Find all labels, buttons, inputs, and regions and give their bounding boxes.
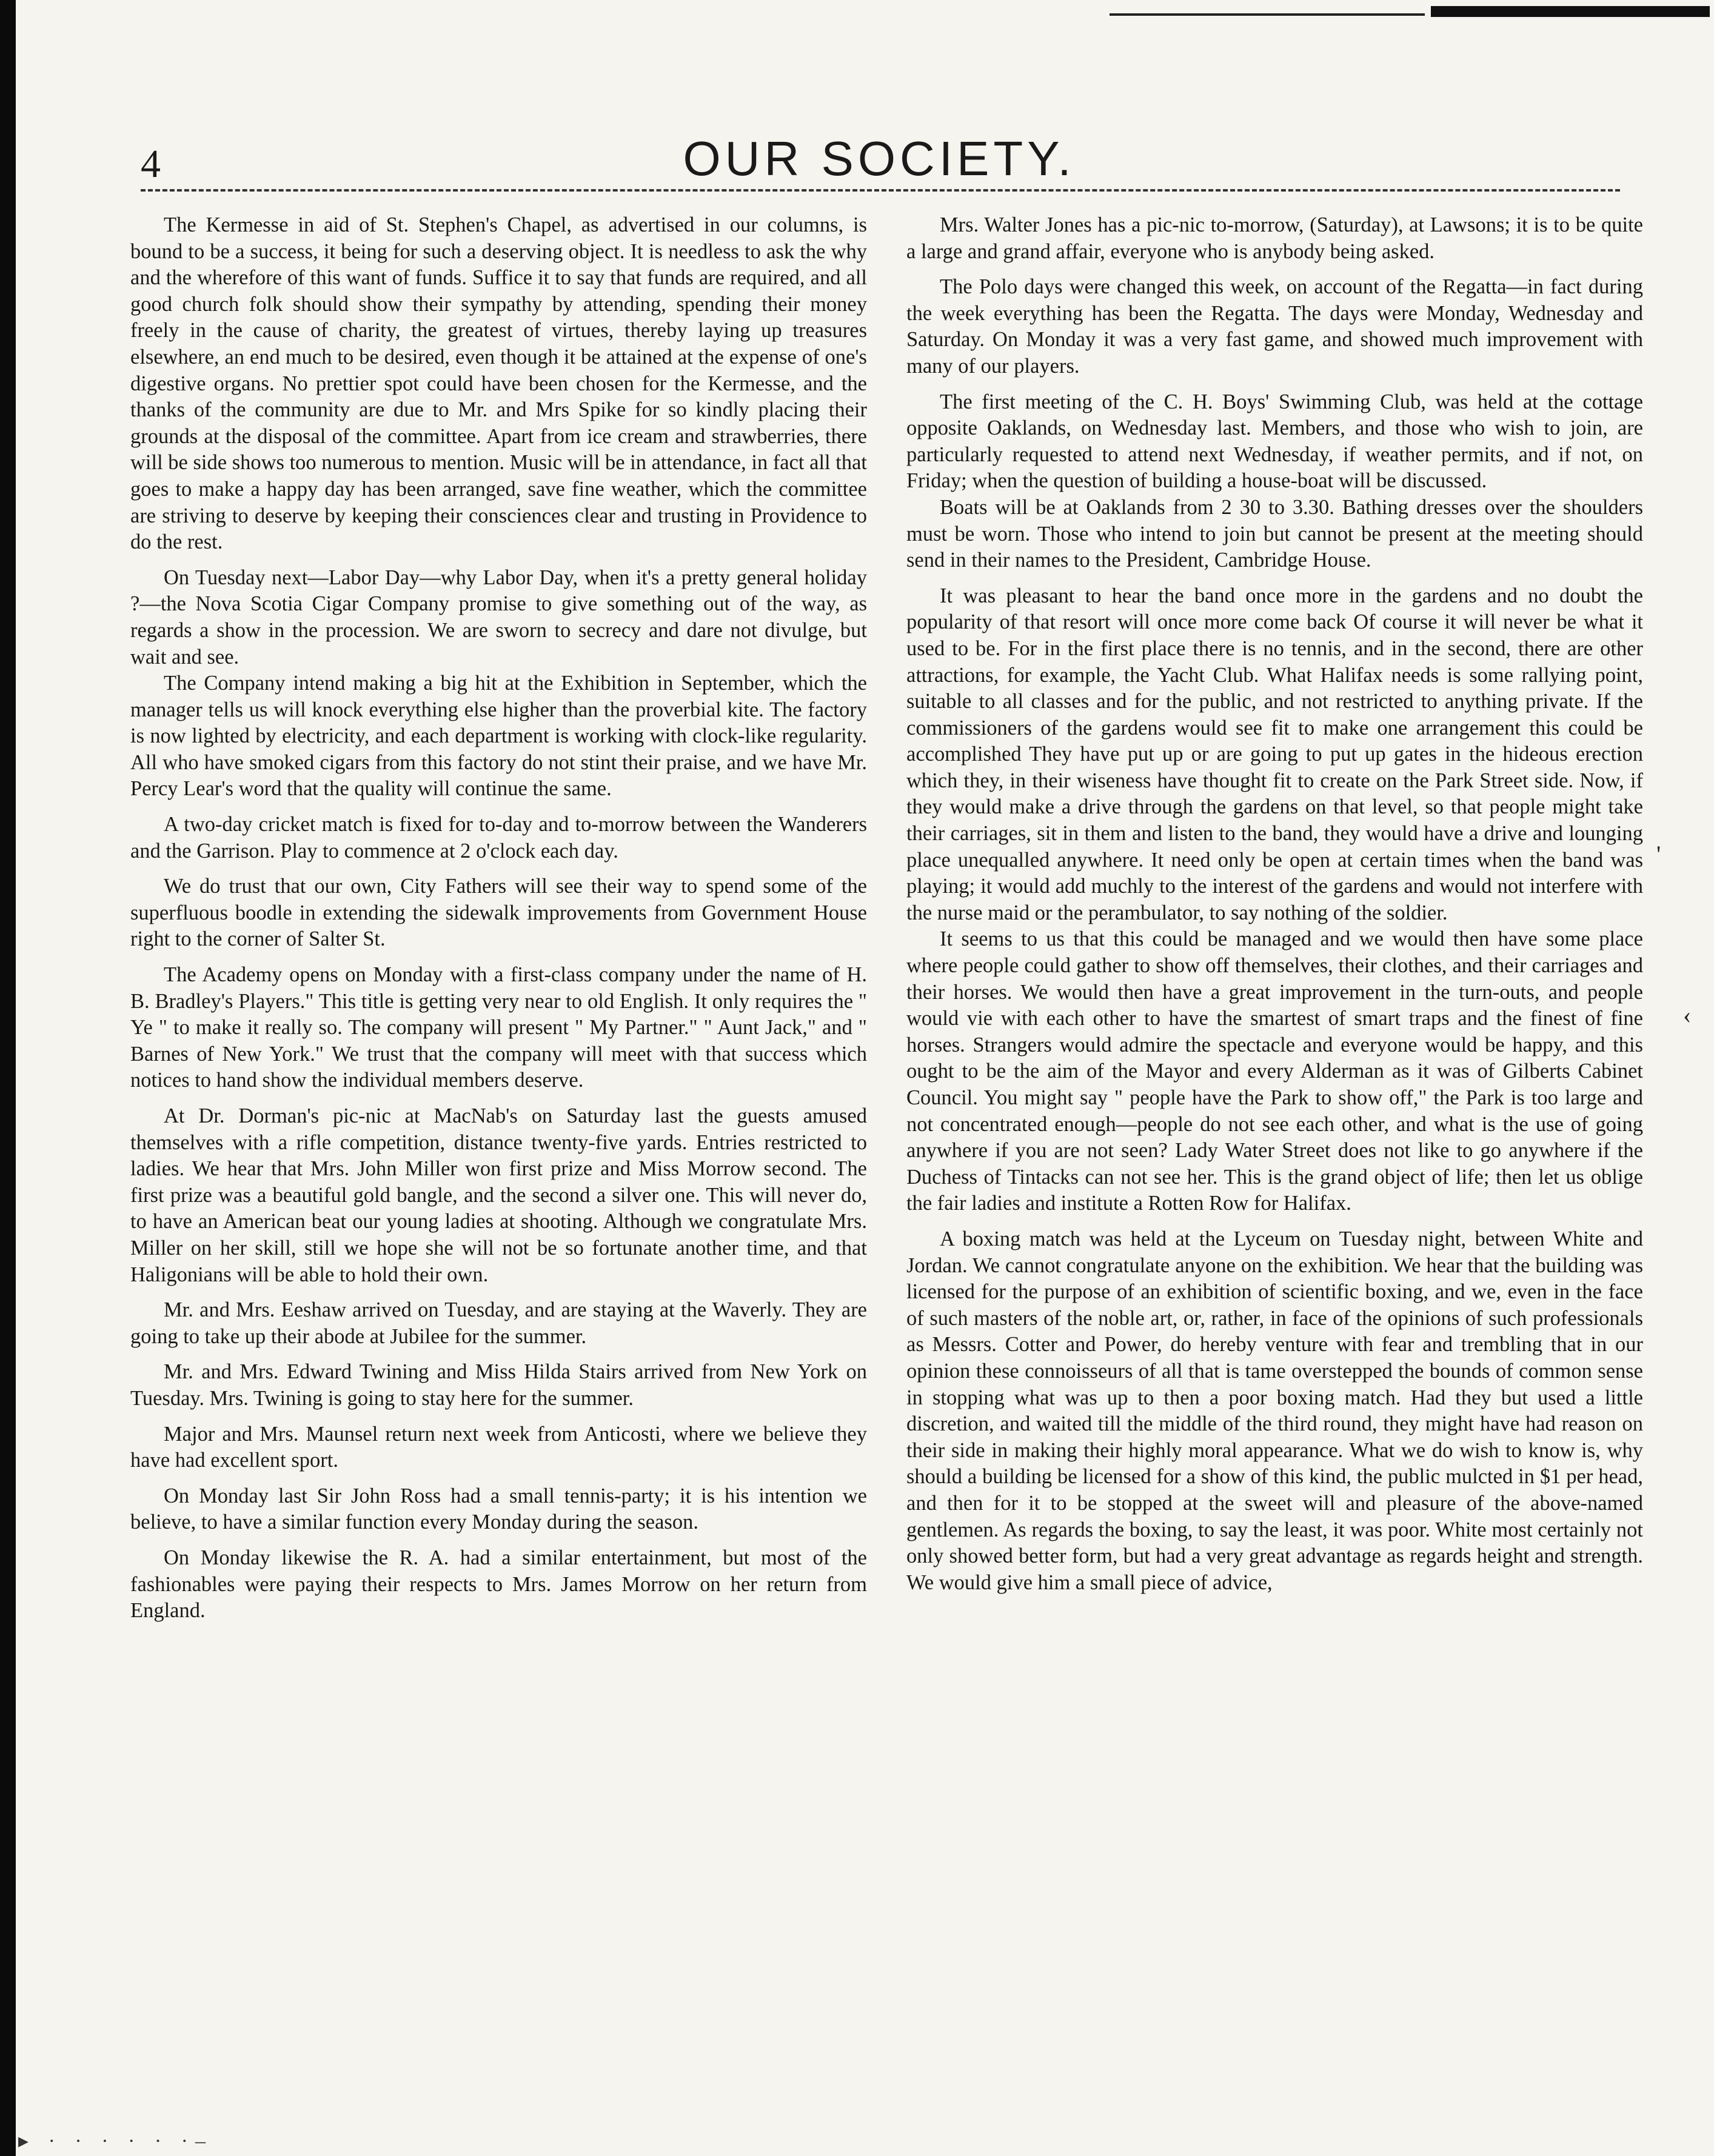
article-cigar-company: The Company intend making a big hit at the Exhibition in September, which the manager tells us will knock everything else higher than the proverbial kite. The factory is now lighted by electricity, and each department is working with clock-like regularity. All who have smoked cigars from this factory do not stint their praise, and we have Mr. Percy Lear's word that the quality will continue the same.	[130, 672, 867, 801]
article-ra-entertainment: On Monday likewise the R. A. had a similar entertainment, but most of the fashionables were paying their respects to Mrs. James Morrow on her return from England.	[130, 1546, 867, 1623]
header-rule	[141, 189, 1620, 192]
article-boats: Boats will be at Oaklands from 2 30 to 3.30. Bathing dresses over the shoulders must be worn. Those who intend to join but cannot be present at the meeting should send in their names to the President, Cambridge House.	[906, 495, 1643, 572]
masthead-title: OUR SOCIETY.	[683, 132, 1076, 185]
article-tennis-party: On Monday last Sir John Ross had a small tennis-party; it is his intention we believe, to have a similar function every Monday during the season.	[130, 1484, 867, 1534]
article-rotten-row: It seems to us that this could be managed and we would then have some place where people could gather to show off themselves, their clothes, and their carriages and their horses. We would then have a great improvement in the turn-outs, and people would vie with each other to have the smartest of smart traps and the finest of fine horses. Strangers would admire the spectacle and everyone would be happy, and this ought to be the aim of the Mayor and every Alderman as it was of Gilberts Cabinet Council. You might say " people have the Park to show off," the Park is too large and not concentrated enough—people do not see each other, and what is the use of going anywhere if you are not seen? Lady Water Street does not like to go anywhere if the Duchess of Tintacks can not see her. This is the grand object of life; then let us oblige the fair ladies and institute a Rotten Row for Halifax.	[906, 927, 1643, 1215]
article-band-gardens: It was pleasant to hear the band once more in the gardens and no doubt the popularity of that resort will once more come back Of course it will never be what it used to be. For in the first place there is no tennis, and in the second, there are other attractions, for example, the Yacht Club. What Halifax needs is some rallying point, suitable to all classes and for the public, and not restricted to anything private. If the commissioners of the gardens would see fit to make one arrangement this could be accomplished They have put up or are going to put up gates in the hideous erection which they, in their wiseness have thought fit to create on the Park Street side. Now, if they would make a drive through the gardens on that level, so that people might take their carriages, sit in them and listen to the band, they would have a drive and lounging place unequalled anywhere. It need only be open at certain times when the band was playing; it would add muchly to the interest of the gardens and would not interfere with the nurse maid or the perambulator, to say nothing of the soldier.	[906, 584, 1643, 924]
article-jones-picnic: Mrs. Walter Jones has a pic-nic to-morrow, (Saturday), at Lawsons; it is to be quite a large and grand affair, everyone who is anybody being asked.	[906, 213, 1643, 263]
article-boxing-match: A boxing match was held at the Lyceum on Tuesday night, between White and Jordan. We cannot congratulate anyone on the exhibition. We hear that the building was licensed for the purpose of an exhibition of scientific boxing, and we, even in the face of such masters of the noble art, or, rather, in face of the opinions of such professionals as Messrs. Cotter and Power, do hereby venture with fear and trembling that in our opinion these connoisseurs of all that is tame overstepped the bounds of common sense in stopping what was up to then a poor boxing match. Had they but used a little discretion, and waited till the middle of the third round, they might have had reason on their side in making their highly moral appearance. What we do wish to know is, why should a building be licensed for a show of this kind, the public mulcted in $1 per head, and then for it to be stopped at the sweet will and pleasure of the above-named gentlemen. As regards the boxing, to say the least, it was poor. White most certainly not only showed better form, but had a very great advantage as regards height and strength. We would give him a small piece of advice,	[906, 1227, 1643, 1594]
top-rule-thin	[1110, 13, 1425, 16]
article-cricket-match: A two-day cricket match is fixed for to-day and to-morrow between the Wanderers and the Garrison. Play to commence at 2 o'clock each day.	[130, 813, 867, 863]
article-eeshaw: Mr. and Mrs. Eeshaw arrived on Tuesday, and are staying at the Waverly. They are going to take up their abode at Jubilee for the summer.	[130, 1298, 867, 1348]
article-kermesse: The Kermesse in aid of St. Stephen's Chapel, as advertised in our columns, is bound to be a success, it being for such a deserving object. It is needless to ask the why and the wherefore of this want of funds. Suffice it to say that funds are required, and all good church folk should show their sympathy by attending, spending their money freely in the cause of charity, the greatest of virtues, thereby laying up treasures elsewhere, an end much to be desired, even though it be attained at the expense of one's digestive organs. No prettier spot could have been chosen for the Kermesse, and the thanks of the community are due to Mr. and Mrs Spike for so kindly placing their grounds at the disposal of the committee. Apart from ice cream and strawberries, there will be side shows too numerous to mention. Music will be in attendance, in fact all that goes to make a happy day has been arranged, save fine weather, which the committee are striving to deserve by keeping their consciences clear and trusting in Providence to do the rest.	[130, 213, 867, 554]
margin-mark: ‹	[1683, 1001, 1692, 1029]
article-maunsel: Major and Mrs. Maunsel return next week from Anticosti, where we believe they have had excellent sport.	[130, 1422, 867, 1472]
article-twining: Mr. and Mrs. Edward Twining and Miss Hilda Stairs arrived from New York on Tuesday. Mrs. Twining is going to stay here for the summer.	[130, 1360, 867, 1410]
scan-edge	[0, 0, 16, 2156]
article-polo: The Polo days were changed this week, on account of the Regatta—in fact during the week everything has been the Regatta. The days were Monday, Wednesday and Saturday. On Monday it was a very fast game, and showed much improvement with many of our players.	[906, 275, 1643, 378]
article-rifle-picnic: At Dr. Dorman's pic-nic at MacNab's on Saturday last the guests amused themselves with a rifle competition, distance twenty-five yards. Entries restricted to ladies. We hear that Mrs. John Miller won first prize and Miss Morrow second. The first prize was a beautiful gold bangle, and the second a silver one. This will never do, to have an American beat our young ladies at shooting. Although we congratulate Mrs. Miller on her skill, still we hope she will not be so fortunate another time, and that Haligonians will be able to hold their own.	[130, 1104, 867, 1286]
right-column	[906, 212, 1643, 2043]
article-labor-day: On Tuesday next—Labor Day—why Labor Day, when it's a pretty general holiday ?—the Nova Scotia Cigar Company promise to give something out of the way, as regards a show in the procession. We are sworn to secrecy and dare not divulge, but wait and see.	[130, 566, 867, 669]
page-number: 4	[141, 142, 161, 186]
top-rule	[1431, 6, 1710, 17]
bottom-marks: ▸ · · · · · ·–	[18, 2130, 213, 2152]
article-city-fathers: We do trust that our own, City Fathers will see their way to spend some of the superfluous boodle in extending the sidewalk improvements from Government House right to the corner of Salter St.	[130, 875, 867, 951]
margin-mark: '	[1656, 841, 1661, 868]
article-swimming-club: The first meeting of the C. H. Boys' Swimming Club, was held at the cottage opposite Oaklands, on Wednesday last. Members, and those who wish to join, are particularly requested to attend next Wednesday, if weather permits, and if not, on Friday; when the question of building a house-boat will be discussed.	[906, 390, 1643, 493]
article-academy: The Academy opens on Monday with a first-class company under the name of H. B. Bradley's Players." This title is getting very near to old English. It only requires the " Ye " to make it really so. The company will present " My Partner." " Aunt Jack," and " Barnes of New York." We trust that the company will meet with that success which notices to hand show the individual members deserve.	[130, 963, 867, 1092]
left-column	[130, 212, 867, 2043]
